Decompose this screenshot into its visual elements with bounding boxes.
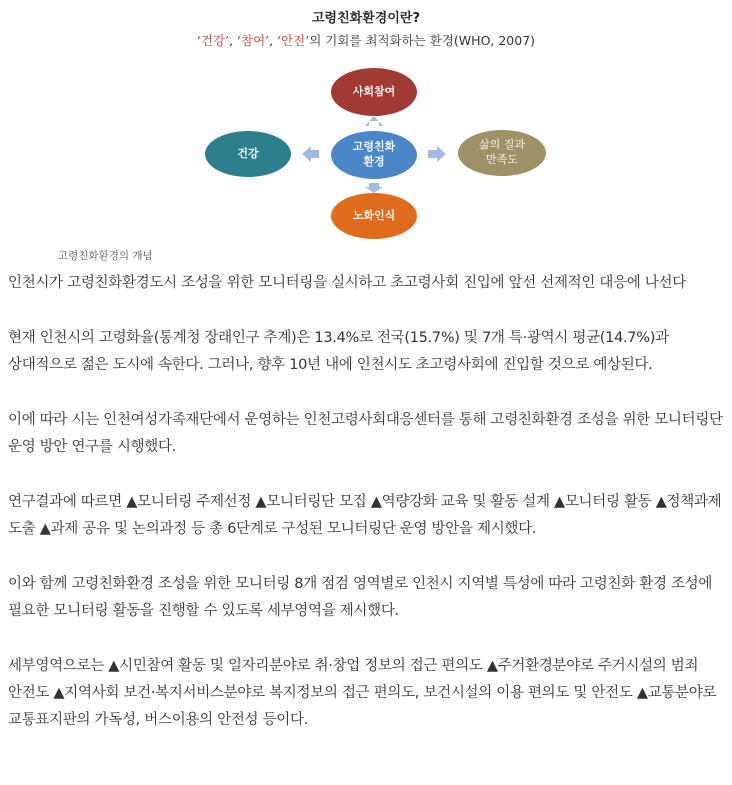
node-health [205, 131, 291, 177]
arrow-down-icon [365, 183, 383, 193]
paragraph-2: 현재 인천시의 고령화율(통계청 장래인구 추계)은 13.4%로 전국(15.7%) 및 7개 특·광역시 평균(14.7%)과 상대적으로 젊은 도시에 속한다. 그러나, 향후 10년 내에 인천시도 초고령사회에 진입할 것으로 예상된다. [8, 330, 669, 373]
concept-diagram [0, 0, 732, 262]
paragraph-1: 인천시가 고령친화환경도시 조성을 위한 모니터링을 실시하고 초고령사회 진입에 앞선 선제적인 대응에 나선다 [8, 275, 686, 291]
arrow-right-icon [428, 146, 446, 162]
paragraph-3: 이에 따라 시는 인천여성가족재단에서 운영하는 인천고령사회대응센터를 통해 고령친화환경 조성을 위한 모니터링단 운영 방안 연구를 시행했다. [8, 412, 723, 455]
node-right-label-1: 삶의 질과 [478, 138, 525, 152]
subtitle-sep-1: , [229, 33, 238, 48]
paragraph-5: 이와 함께 고령친화환경 조성을 위한 모니터링 8개 점검 영역별로 인천시 지역별 특성에 따라 고령친화 환경 조성에 필요한 모니터링 활동을 진행할 수 있도록 세부영역을 제시했다. [8, 576, 713, 619]
concept-figure [0, 0, 732, 262]
node-aging-awareness-label: 노화인식 [352, 208, 396, 222]
node-center-label-2: 환경 [363, 155, 385, 168]
node-center-label-1: 고령친화 [352, 140, 396, 154]
figure-caption: 고령친화환경의 개념 [58, 250, 153, 262]
subtitle-safety: ‘안전’ [277, 33, 310, 48]
subtitle-health: ‘건강’ [196, 33, 230, 48]
subtitle-participation: ‘참여’ [237, 33, 270, 48]
subtitle-rest: 의 기회를 최적화하는 환경(WHO, 2007) [309, 33, 536, 48]
arrow-left-icon [302, 146, 319, 162]
arrow-up-icon [365, 116, 383, 126]
paragraph-6: 세부영역으로는 ▲시민참여 활동 및 일자리분야로 취·창업 정보의 접근 편의도 ▲주거환경분야로 주거시설의 범죄 안전도 ▲지역사회 보건·복지서비스분야로 복지정보의 접근 편의도, 보건시설의 이용 편의도 및 안전도 ▲교통분야로 교통표지판의 가독성, 버스이용의 안전성 등이다. [8, 658, 717, 728]
node-social-participation-label: 사회참여 [352, 84, 396, 98]
article-body [8, 270, 726, 762]
node-health-label: 건강 [237, 146, 259, 160]
paragraph-4: 연구결과에 따르면 ▲모니터링 주제선정 ▲모니터링단 모집 ▲역량강화 교육 및 활동 설계 ▲모니터링 활동 ▲정책과제 도출 ▲과제 공유 및 논의과정 등 총 6단계로 구성된 모니터링단 운영 방안을 제시했다. [8, 494, 722, 537]
node-aging-awareness [331, 193, 417, 239]
subtitle-sep-2: , [269, 33, 278, 48]
node-social-participation [331, 68, 417, 116]
figure-title: 고령친화환경이란? [311, 11, 420, 26]
node-age-friendly-environment [331, 131, 417, 179]
node-right-label-2: 만족도 [486, 153, 518, 166]
node-quality-of-life [458, 130, 546, 176]
